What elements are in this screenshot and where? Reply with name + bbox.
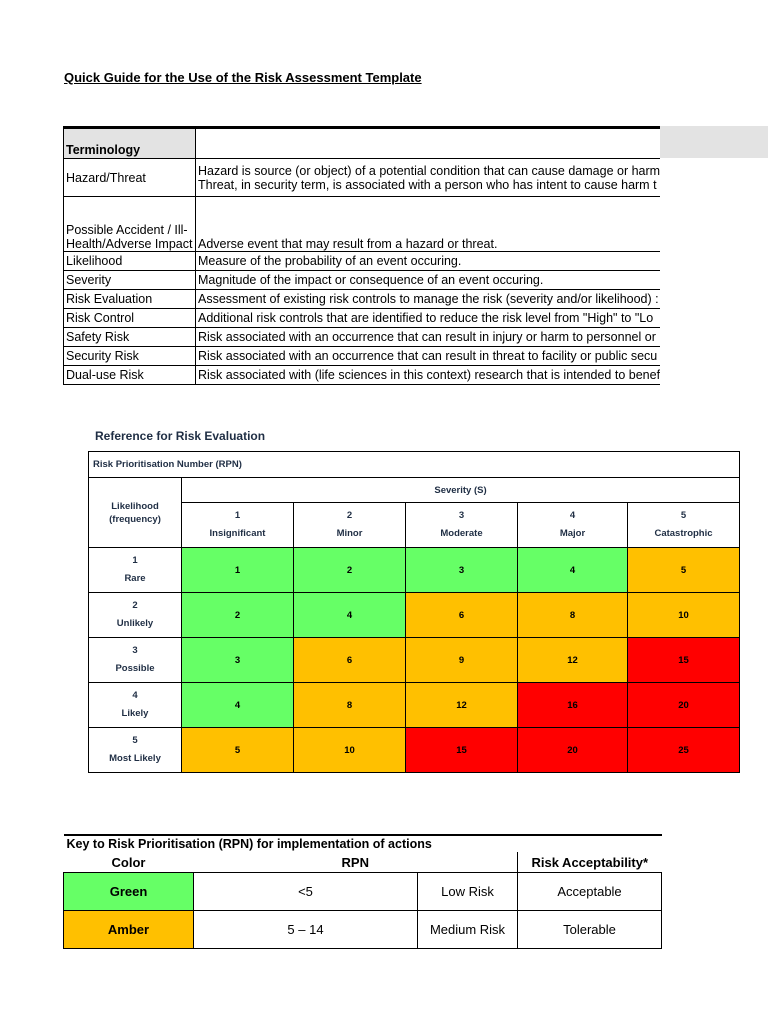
severity-num: 5 <box>680 510 687 521</box>
rpn-cell: 12 <box>518 638 628 683</box>
table-row <box>64 290 661 309</box>
rpn-cell: 12 <box>406 683 518 728</box>
rpn-cell: 2 <box>294 548 406 593</box>
term-cell: Dual-use Risk <box>64 366 196 385</box>
key-color-cell: Amber <box>64 911 194 949</box>
definition-cell: Assessment of existing risk controls to manage the risk (severity and/or likelihood) : <box>196 290 661 309</box>
likelihood-name: Likely <box>121 708 149 719</box>
definition-cell: Risk associated with an occurrence that can result in threat to facility or public secu <box>196 347 661 366</box>
term-cell: Safety Risk <box>64 328 196 347</box>
key-level-cell: Low Risk <box>418 873 518 911</box>
header-gray-strip <box>660 126 768 158</box>
likelihood-row-header <box>89 683 182 728</box>
risk-evaluation-title: Reference for Risk Evaluation <box>95 429 266 443</box>
risk-matrix-table <box>88 451 740 773</box>
likelihood-num: 1 <box>132 555 138 566</box>
key-acceptability-cell: Tolerable <box>518 911 662 949</box>
severity-column-header <box>518 503 628 548</box>
definition-cell: Additional risk controls that are identified to reduce the risk level from "High" to "Lo <box>196 309 661 328</box>
severity-column-header <box>182 503 294 548</box>
rpn-cell: 9 <box>406 638 518 683</box>
terminology-header-row <box>64 128 661 159</box>
rpn-cell: 5 <box>182 728 294 773</box>
likelihood-name: Unlikely <box>116 618 154 629</box>
severity-name: Catastrophic <box>654 528 713 539</box>
table-row <box>89 683 740 728</box>
key-table-wrapper <box>63 834 661 949</box>
definition-cell: Risk associated with (life sciences in this context) research that is intended to benef <box>196 366 661 385</box>
likelihood-num: 2 <box>132 600 138 611</box>
rpn-cell: 20 <box>628 683 740 728</box>
key-header-row <box>64 852 662 873</box>
severity-num: 4 <box>569 510 576 521</box>
likelihood-row-header <box>89 638 182 683</box>
frequency-label: (frequency) <box>109 513 161 525</box>
likelihood-name: Rare <box>124 573 146 584</box>
rpn-cell: 15 <box>628 638 740 683</box>
key-color-cell: Green <box>64 873 194 911</box>
severity-column-header <box>406 503 518 548</box>
likelihood-num: 4 <box>132 690 138 701</box>
likelihood-label: Likelihood <box>111 500 159 512</box>
definition-cell: Magnitude of the impact or consequence of an event occuring. <box>196 271 661 290</box>
key-header-color: Color <box>64 852 194 873</box>
table-row <box>64 309 661 328</box>
rpn-cell: 10 <box>294 728 406 773</box>
key-title-row <box>64 835 662 852</box>
key-header-rpn: RPN <box>194 852 518 873</box>
rpn-cell: 15 <box>406 728 518 773</box>
severity-name: Moderate <box>440 528 483 539</box>
likelihood-name: Most Likely <box>109 753 161 764</box>
rpn-cell: 10 <box>628 593 740 638</box>
severity-name: Insignificant <box>209 528 266 539</box>
rpn-cell: 1 <box>182 548 294 593</box>
table-row <box>89 728 740 773</box>
rpn-cell: 4 <box>294 593 406 638</box>
key-level-cell: Medium Risk <box>418 911 518 949</box>
table-row <box>64 873 662 911</box>
table-row <box>64 347 661 366</box>
rpn-header-row <box>89 452 740 478</box>
rpn-cell: 6 <box>294 638 406 683</box>
rpn-cell: 16 <box>518 683 628 728</box>
table-row <box>89 548 740 593</box>
likelihood-row-header <box>89 593 182 638</box>
terminology-header: Terminology <box>64 128 196 159</box>
definition-line: Threat, in security term, is associated with a person who has intent to cause harm t <box>198 177 657 192</box>
severity-header-row <box>89 478 740 503</box>
term-cell: Security Risk <box>64 347 196 366</box>
page-title: Quick Guide for the Use of the Risk Assessment Template <box>64 70 422 85</box>
severity-num: 2 <box>346 510 353 521</box>
table-row <box>64 159 661 197</box>
term-cell: Hazard/Threat <box>64 159 196 197</box>
rpn-cell: 6 <box>406 593 518 638</box>
likelihood-row-header <box>89 548 182 593</box>
definition-cell: Measure of the probability of an event occuring. <box>196 252 661 271</box>
severity-columns-row <box>89 503 740 548</box>
rpn-cell: 4 <box>182 683 294 728</box>
key-header-acceptability: Risk Acceptability* <box>518 852 662 873</box>
rpn-cell: 3 <box>182 638 294 683</box>
rpn-cell: 5 <box>628 548 740 593</box>
severity-column-header <box>294 503 406 548</box>
term-cell: Risk Evaluation <box>64 290 196 309</box>
severity-label: Severity (S) <box>182 478 740 503</box>
term-cell: Possible Accident / Ill-Health/Adverse Impact <box>64 197 196 252</box>
table-row <box>64 911 662 949</box>
rpn-cell: 25 <box>628 728 740 773</box>
severity-column-header <box>628 503 740 548</box>
key-table <box>63 834 662 949</box>
terminology-header-blank <box>196 128 661 159</box>
likelihood-name: Possible <box>115 663 155 674</box>
likelihood-header <box>89 478 182 548</box>
rpn-cell: 20 <box>518 728 628 773</box>
rpn-cell: 8 <box>518 593 628 638</box>
table-row <box>64 252 661 271</box>
term-cell: Severity <box>64 271 196 290</box>
table-row <box>64 197 661 252</box>
term-cell: Likelihood <box>64 252 196 271</box>
definition-cell: Risk associated with an occurrence that can result in injury or harm to personnel or <box>196 328 661 347</box>
table-row <box>89 638 740 683</box>
term-cell: Risk Control <box>64 309 196 328</box>
severity-num: 1 <box>234 510 241 521</box>
risk-matrix-wrapper <box>88 451 739 773</box>
key-rpn-cell: 5 – 14 <box>194 911 418 949</box>
rpn-label: Risk Prioritisation Number (RPN) <box>89 452 740 478</box>
likelihood-num: 3 <box>132 645 138 656</box>
table-row <box>64 271 661 290</box>
rpn-cell: 3 <box>406 548 518 593</box>
definition-cell <box>196 159 661 197</box>
table-row <box>64 366 661 385</box>
likelihood-row-header <box>89 728 182 773</box>
table-row <box>64 328 661 347</box>
key-rpn-cell: <5 <box>194 873 418 911</box>
severity-num: 3 <box>458 510 465 521</box>
key-title: Key to Risk Prioritisation (RPN) for implementation of actions <box>64 835 662 852</box>
terminology-table <box>63 126 660 385</box>
definition-cell: Adverse event that may result from a hazard or threat. <box>196 197 661 252</box>
severity-name: Major <box>559 528 586 539</box>
severity-name: Minor <box>336 528 363 539</box>
rpn-cell: 4 <box>518 548 628 593</box>
likelihood-num: 5 <box>132 735 138 746</box>
rpn-cell: 8 <box>294 683 406 728</box>
table-row <box>89 593 740 638</box>
definition-line: Hazard is source (or object) of a potential condition that can cause damage or harm <box>198 163 660 178</box>
risk-matrix-body <box>89 548 740 773</box>
key-acceptability-cell: Acceptable <box>518 873 662 911</box>
rpn-cell: 2 <box>182 593 294 638</box>
terminology-table-wrapper <box>63 126 660 385</box>
